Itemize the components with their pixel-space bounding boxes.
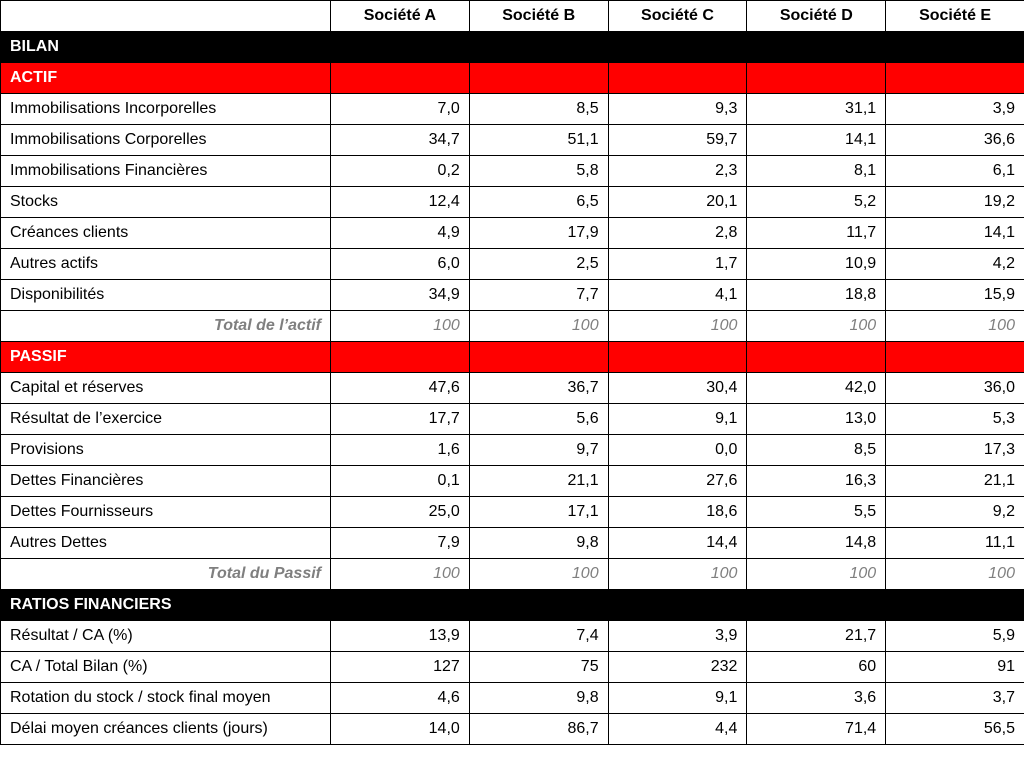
value-cell: 14,1 <box>747 125 886 156</box>
value-cell: 36,6 <box>886 125 1024 156</box>
value-cell: 8,5 <box>469 94 608 125</box>
section-actif-row <box>1 63 1024 94</box>
value-cell: 13,9 <box>331 621 470 652</box>
value-cell: 100 <box>469 311 608 342</box>
empty-cell <box>886 342 1024 373</box>
value-cell: 3,9 <box>608 621 747 652</box>
ratio-rows <box>1 621 1024 745</box>
passif-total <box>1 559 1024 590</box>
value-cell: 30,4 <box>608 373 747 404</box>
value-cell: 5,3 <box>886 404 1024 435</box>
value-cell: 11,1 <box>886 528 1024 559</box>
value-cell: 5,2 <box>747 187 886 218</box>
value-cell: 11,7 <box>747 218 886 249</box>
value-cell: 56,5 <box>886 714 1024 745</box>
row-label: Résultat de l’exercice <box>1 404 331 435</box>
value-cell: 100 <box>747 559 886 590</box>
row-label: CA / Total Bilan (%) <box>1 652 331 683</box>
value-cell: 9,2 <box>886 497 1024 528</box>
value-cell: 5,5 <box>747 497 886 528</box>
value-cell: 4,1 <box>608 280 747 311</box>
row-label: Immobilisations Financières <box>1 156 331 187</box>
value-cell: 25,0 <box>331 497 470 528</box>
value-cell: 91 <box>886 652 1024 683</box>
row-label: Stocks <box>1 187 331 218</box>
value-cell: 0,1 <box>331 466 470 497</box>
table-row <box>1 218 1024 249</box>
value-cell: 17,7 <box>331 404 470 435</box>
value-cell: 0,0 <box>608 435 747 466</box>
empty-cell <box>747 342 886 373</box>
empty-cell <box>608 63 747 94</box>
value-cell: 17,1 <box>469 497 608 528</box>
section-passif-row <box>1 342 1024 373</box>
value-cell: 127 <box>331 652 470 683</box>
section-passif-title: PASSIF <box>1 342 331 373</box>
header-societe-c: Société C <box>608 1 747 32</box>
value-cell: 17,3 <box>886 435 1024 466</box>
table-row <box>1 125 1024 156</box>
empty-cell <box>608 342 747 373</box>
section-bilan-title: BILAN <box>1 32 1024 63</box>
value-cell: 5,6 <box>469 404 608 435</box>
value-cell: 100 <box>608 559 747 590</box>
row-label: Provisions <box>1 435 331 466</box>
value-cell: 31,1 <box>747 94 886 125</box>
value-cell: 3,7 <box>886 683 1024 714</box>
value-cell: 7,7 <box>469 280 608 311</box>
row-label: Rotation du stock / stock final moyen <box>1 683 331 714</box>
empty-cell <box>469 63 608 94</box>
section-actif-title: ACTIF <box>1 63 331 94</box>
value-cell: 4,2 <box>886 249 1024 280</box>
value-cell: 36,7 <box>469 373 608 404</box>
row-label: Total de l’actif <box>1 311 331 342</box>
value-cell: 14,0 <box>331 714 470 745</box>
section-ratios-title: RATIOS FINANCIERS <box>1 590 1024 621</box>
empty-cell <box>331 63 470 94</box>
value-cell: 21,1 <box>886 466 1024 497</box>
actif-rows <box>1 94 1024 311</box>
value-cell: 21,7 <box>747 621 886 652</box>
value-cell: 60 <box>747 652 886 683</box>
value-cell: 8,1 <box>747 156 886 187</box>
value-cell: 4,9 <box>331 218 470 249</box>
value-cell: 4,6 <box>331 683 470 714</box>
value-cell: 6,5 <box>469 187 608 218</box>
row-label: Délai moyen créances clients (jours) <box>1 714 331 745</box>
table-row <box>1 280 1024 311</box>
value-cell: 6,0 <box>331 249 470 280</box>
value-cell: 36,0 <box>886 373 1024 404</box>
value-cell: 34,9 <box>331 280 470 311</box>
value-cell: 9,8 <box>469 683 608 714</box>
value-cell: 9,1 <box>608 404 747 435</box>
total-row <box>1 311 1024 342</box>
table-row <box>1 621 1024 652</box>
value-cell: 6,1 <box>886 156 1024 187</box>
value-cell: 100 <box>886 559 1024 590</box>
section-bilan-row <box>1 32 1024 63</box>
value-cell: 7,9 <box>331 528 470 559</box>
header-row <box>1 1 1024 32</box>
value-cell: 100 <box>747 311 886 342</box>
value-cell: 2,5 <box>469 249 608 280</box>
header-societe-b: Société B <box>469 1 608 32</box>
value-cell: 15,9 <box>886 280 1024 311</box>
value-cell: 1,7 <box>608 249 747 280</box>
table-row <box>1 683 1024 714</box>
row-label: Capital et réserves <box>1 373 331 404</box>
total-row <box>1 559 1024 590</box>
header-societe-d: Société D <box>747 1 886 32</box>
value-cell: 18,6 <box>608 497 747 528</box>
value-cell: 59,7 <box>608 125 747 156</box>
empty-cell <box>331 342 470 373</box>
table-row <box>1 435 1024 466</box>
table-row <box>1 94 1024 125</box>
value-cell: 71,4 <box>747 714 886 745</box>
empty-cell <box>747 63 886 94</box>
header-societe-e: Société E <box>886 1 1024 32</box>
table-row <box>1 714 1024 745</box>
value-cell: 14,1 <box>886 218 1024 249</box>
value-cell: 9,7 <box>469 435 608 466</box>
value-cell: 7,4 <box>469 621 608 652</box>
row-label: Autres Dettes <box>1 528 331 559</box>
row-label: Dettes Financières <box>1 466 331 497</box>
table-row <box>1 373 1024 404</box>
value-cell: 9,1 <box>608 683 747 714</box>
value-cell: 13,0 <box>747 404 886 435</box>
table-row <box>1 466 1024 497</box>
value-cell: 100 <box>331 311 470 342</box>
table-row <box>1 187 1024 218</box>
row-label: Total du Passif <box>1 559 331 590</box>
row-label: Dettes Fournisseurs <box>1 497 331 528</box>
table-row <box>1 404 1024 435</box>
row-label: Créances clients <box>1 218 331 249</box>
value-cell: 12,4 <box>331 187 470 218</box>
value-cell: 18,8 <box>747 280 886 311</box>
actif-total <box>1 311 1024 342</box>
value-cell: 75 <box>469 652 608 683</box>
value-cell: 47,6 <box>331 373 470 404</box>
row-label: Disponibilités <box>1 280 331 311</box>
value-cell: 2,8 <box>608 218 747 249</box>
value-cell: 9,8 <box>469 528 608 559</box>
value-cell: 17,9 <box>469 218 608 249</box>
value-cell: 100 <box>469 559 608 590</box>
value-cell: 100 <box>331 559 470 590</box>
value-cell: 1,6 <box>331 435 470 466</box>
table-row <box>1 497 1024 528</box>
value-cell: 20,1 <box>608 187 747 218</box>
value-cell: 2,3 <box>608 156 747 187</box>
value-cell: 14,8 <box>747 528 886 559</box>
value-cell: 42,0 <box>747 373 886 404</box>
value-cell: 9,3 <box>608 94 747 125</box>
value-cell: 8,5 <box>747 435 886 466</box>
value-cell: 16,3 <box>747 466 886 497</box>
value-cell: 86,7 <box>469 714 608 745</box>
value-cell: 34,7 <box>331 125 470 156</box>
value-cell: 19,2 <box>886 187 1024 218</box>
row-label: Immobilisations Incorporelles <box>1 94 331 125</box>
value-cell: 232 <box>608 652 747 683</box>
passif-rows <box>1 373 1024 559</box>
header-corner-cell <box>1 1 331 32</box>
table-row <box>1 652 1024 683</box>
empty-cell <box>886 63 1024 94</box>
row-label: Immobilisations Corporelles <box>1 125 331 156</box>
value-cell: 27,6 <box>608 466 747 497</box>
value-cell: 7,0 <box>331 94 470 125</box>
table-row <box>1 528 1024 559</box>
value-cell: 100 <box>608 311 747 342</box>
empty-cell <box>469 342 608 373</box>
table-row <box>1 156 1024 187</box>
value-cell: 14,4 <box>608 528 747 559</box>
value-cell: 5,9 <box>886 621 1024 652</box>
value-cell: 100 <box>886 311 1024 342</box>
value-cell: 51,1 <box>469 125 608 156</box>
value-cell: 10,9 <box>747 249 886 280</box>
value-cell: 5,8 <box>469 156 608 187</box>
table-row <box>1 249 1024 280</box>
row-label: Autres actifs <box>1 249 331 280</box>
value-cell: 3,6 <box>747 683 886 714</box>
row-label: Résultat / CA (%) <box>1 621 331 652</box>
header-societe-a: Société A <box>331 1 470 32</box>
section-ratios-row <box>1 590 1024 621</box>
value-cell: 0,2 <box>331 156 470 187</box>
value-cell: 3,9 <box>886 94 1024 125</box>
value-cell: 4,4 <box>608 714 747 745</box>
value-cell: 21,1 <box>469 466 608 497</box>
